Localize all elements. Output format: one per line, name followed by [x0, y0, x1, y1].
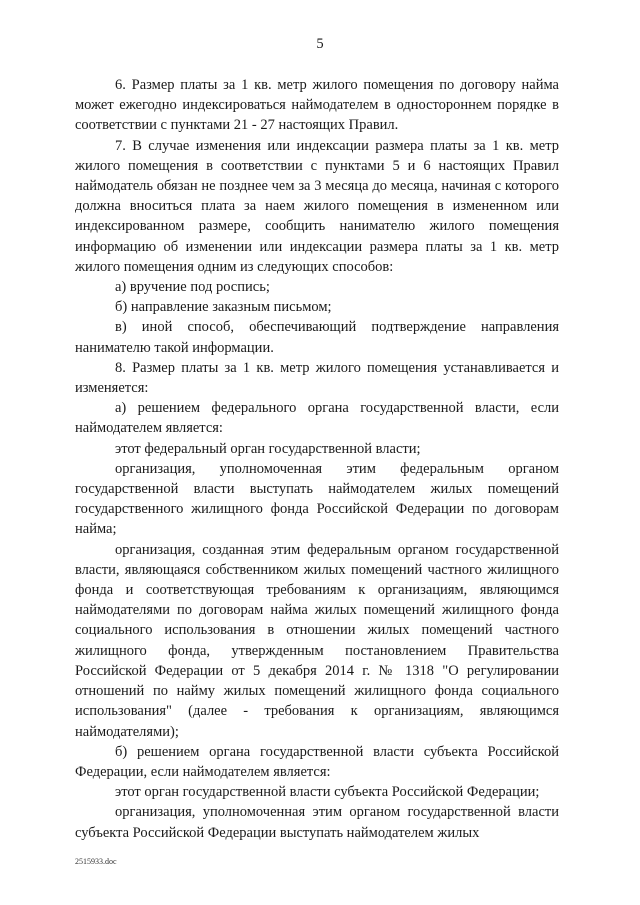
footer-filename: 2515933.doc: [75, 857, 117, 866]
subitem-authorized-organization: организация, уполномоченная этим федеральным органом государственной власти выступать наймодателем жилых помещений государственного жилищного фонда Российской Федерации по договорам найма;: [75, 460, 559, 538]
list-item-v: в) иной способ, обеспечивающий подтверждение направления нанимателю такой информации.: [75, 319, 559, 356]
subitem-regional-organ: этот орган государственной власти субъекта Российской Федерации;: [115, 784, 540, 801]
document-body: [75, 75, 559, 843]
subitem-created-organization: организация, созданная этим федеральным органом государственной власти, являющаяся собственником жилых помещений частного жилищного фонда и соответствующая требованиям к организациям, являющимся наймодателями по договорам найма жилых помещений жилищного фонда социального использования в отношении жилых помещений частного жилищного фонда, утвержденным постановлением Правительства Российской Федерации от 5 декабря 2014 г. № 1318 "О регулировании отношений по найму жилых помещений жилищного фонда социального использования" (далее - требования к организациям, являющимся наймодателями);: [75, 541, 559, 740]
paragraph-7: 7. В случае изменения или индексации размера платы за 1 кв. метр жилого помещения в соответствии с пунктами 5 и 6 настоящих Правил наймодатель обязан не позднее чем за 3 месяца до месяца, начиная с которого должна вноситься плата за наем жилого помещения в измененном или индексированном размере, сообщить нанимателю жилого помещения информацию об изменении или индексации размера платы за 1 кв. метр жилого помещения одним из следующих способов:: [75, 137, 559, 275]
subitem-b-regional: б) решением органа государственной власти субъекта Российской Федерации, если наймодателем является:: [75, 743, 559, 780]
subitem-regional-authorized-organization: организация, уполномоченная этим органом государственной власти субъекта Российской Федерации выступать наймодателем жилых: [75, 804, 559, 841]
subitem-federal-organ: этот федеральный орган государственной власти;: [115, 440, 421, 457]
page-number: 5: [316, 36, 324, 52]
paragraph-8: 8. Размер платы за 1 кв. метр жилого помещения устанавливается и изменяется:: [75, 359, 559, 397]
paragraph-6: 6. Размер платы за 1 кв. метр жилого помещения по договору найма может ежегодно индексироваться наймодателем в одностороннем порядке в соответствии с пунктами 21 - 27 настоящих Правил.: [75, 77, 559, 134]
subitem-a-federal: а) решением федерального органа государственной власти, если наймодателем является:: [75, 400, 559, 437]
list-item-b: б) направление заказным письмом;: [115, 299, 332, 316]
list-item-a: а) вручение под роспись;: [115, 279, 270, 296]
